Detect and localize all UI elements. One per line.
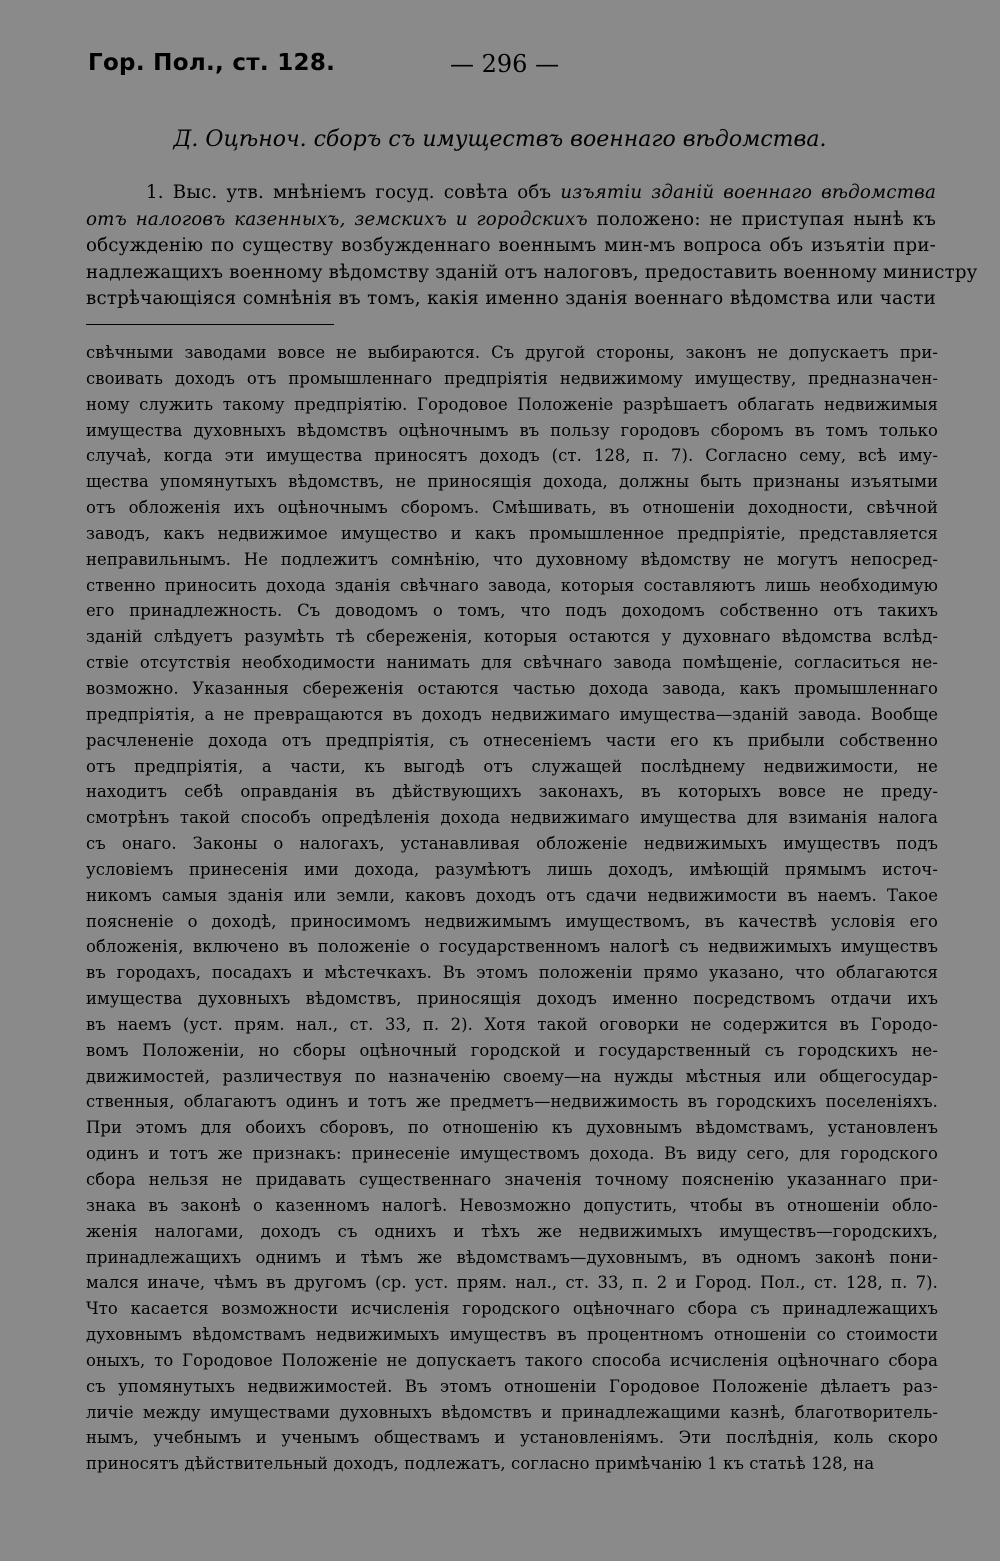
footnote-line: въ наемъ (уст. прям. нал., ст. 33, п. 2). Хотя такой оговорки не содержится въ Городо- — [86, 1014, 938, 1034]
footnote-line: ствіе отсутствія необходимости нанимать для свѣчнаго завода помѣщеніе, согласиться не- — [86, 653, 938, 673]
footnote-line: приносятъ дѣйствительный доходъ, подлежатъ, согласно примѣчанію 1 къ статьѣ 128, на — [86, 1454, 875, 1474]
footnote-line: имущества духовныхъ вѣдомствъ, приносящія доходъ именно посредствомъ отдачи ихъ — [86, 989, 938, 1009]
footnote-line: движимостей, различествуя по назначенію своему—на нужды мѣстныя или общегосудар- — [86, 1066, 938, 1086]
footnote-line: знака въ законѣ о казенномъ налогѣ. Невозможно допустить, чтобы въ отношеніи обло- — [86, 1195, 938, 1215]
footnote-line: вомъ Положеніи, но сборы оцѣночный городской и государственный съ городскихъ не- — [86, 1040, 938, 1060]
paragraph-line — [86, 286, 936, 313]
footnote-line: смотрѣнъ такой способъ опредѣленія дохода недвижимаго имущества для взиманія налога — [86, 808, 938, 828]
paragraph-text: обсужденію по существу возбужденнаго военнымъ мин-мъ вопроса объ изъятіи при- — [86, 235, 936, 256]
page-header — [88, 50, 940, 84]
footnote-line: возможно. Указанныя сбереженія остаются частью дохода завода, какъ промышленнаго — [86, 678, 938, 698]
page-number: — 296 — — [450, 50, 560, 78]
footnote-line: женія налогами, доходъ съ однихъ и тѣхъ же недвижимыхъ имуществъ—городскихъ, — [86, 1221, 938, 1241]
footnote-line: поясненіе о доходѣ, приносимомъ недвижимымъ имуществомъ, въ качествѣ условія его — [86, 911, 938, 931]
section-title: Д. Оцѣноч. сборъ съ имуществъ военнаго вѣдомства. — [173, 127, 827, 152]
footnote-line: отъ обложенія ихъ оцѣночнымъ сборомъ. Смѣшивать, въ отношеніи доходности, свѣчной — [86, 498, 938, 518]
footnote-rule — [86, 324, 334, 325]
footnote-line: оныхъ, то Городовое Положеніе не допускаетъ такого способа исчисленія оцѣночнаго сбора — [86, 1350, 938, 1370]
footnote-line: предпріятія, а не превращаются въ доходъ недвижимаго имущества—зданій завода. Вообще — [86, 704, 938, 724]
footnote-line: ственныя, облагаютъ одинъ и тотъ же предметъ—недвижимость въ городскихъ поселеніяхъ. — [86, 1092, 938, 1112]
running-head: Гор. Пол., ст. 128. — [88, 50, 336, 76]
footnote-line: личіе между имуществами духовныхъ вѣдомствъ и принадлежащими казнѣ, благотворитель- — [86, 1402, 938, 1422]
footnote-line: Что касается возможности исчисленія городского оцѣночнаго сбора съ принадлежащихъ — [86, 1299, 938, 1319]
footnote-line: мался иначе, чѣмъ въ другомъ (ср. уст. прям. нал., ст. 33, п. 2 и Город. Пол., ст. 128, п. 7). — [86, 1273, 938, 1293]
paragraph-text: надлежащихъ военному вѣдомству зданій отъ налоговъ, предоставить военному министру — [86, 261, 978, 283]
footnote-line: щества упомянутыхъ вѣдомствъ, не приносящія дохода, должны быть признаны изъятыми — [86, 472, 938, 492]
paragraph-italic-text: изъятіи зданій военнаго вѣдомства — [560, 182, 936, 203]
paragraph-text: встрѣчающіяся сомнѣнія въ томъ, какія именно зданія военнаго вѣдомства или части — [86, 288, 936, 309]
footnote-line: никомъ самыя зданія или земли, каковъ доходъ отъ сдачи недвижимости въ наемъ. Такое — [86, 885, 938, 905]
paragraph-line — [86, 260, 978, 287]
footnote-line: заводъ, какъ недвижимое имущество и какъ промышленное предпріятіе, представляется — [86, 523, 938, 543]
footnote-line: въ городахъ, посадахъ и мѣстечкахъ. Въ этомъ положеніи прямо указано, что облагаются — [86, 963, 938, 983]
footnote-line: условіемъ принесенія ими дохода, разумѣютъ лишь доходъ, имѣющій прямымъ источ- — [86, 859, 938, 879]
footnote — [86, 340, 938, 1477]
paragraph-line — [86, 233, 936, 260]
footnote-line: зданій слѣдуетъ разумѣть тѣ сбереженія, которыя остаются у духовнаго вѣдомства вслѣд- — [86, 627, 938, 647]
paragraph-text: положено: не приступая нынѣ къ — [587, 208, 936, 230]
footnote-line: съ упомянутыхъ недвижимостей. Въ этомъ отношеніи Городовое Положеніе дѣлаетъ раз- — [86, 1376, 938, 1396]
footnote-line: своивать доходъ отъ промышленнаго предпріятія недвижимому имуществу, предназначен- — [86, 368, 938, 388]
footnote-line: неправильнымъ. Не подлежитъ сомнѣнію, что духовному вѣдомству не могутъ непосред- — [86, 549, 938, 569]
footnote-line: находитъ себѣ оправданія въ дѣйствующихъ законахъ, въ которыхъ вовсе не преду- — [86, 782, 938, 802]
footnote-line: съ онаго. Законы о налогахъ, устанавливая обложеніе недвижимыхъ имуществъ подъ — [86, 834, 938, 854]
paragraph-line — [86, 207, 936, 234]
paragraph-text: 1. Выс. утв. мнѣніемъ госуд. совѣта объ — [146, 182, 561, 203]
footnote-line: расчлененіе дохода отъ предпріятія, съ отнесеніемъ части его къ прибыли собственно — [86, 730, 938, 750]
footnote-line: обложенія, включено въ положеніе о государственномъ налогѣ съ недвижимыхъ имуществъ — [86, 937, 938, 957]
footnote-line: одинъ и тотъ же признакъ: принесеніе имуществомъ дохода. Въ виду сего, для городского — [86, 1144, 938, 1164]
footnote-line: принадлежащихъ однимъ и тѣмъ же вѣдомствамъ—духовнымъ, въ одномъ законѣ пони- — [86, 1247, 938, 1267]
footnote-line: ственно приносить дохода зданія свѣчнаго завода, которыя составляютъ лишь необходимую — [86, 575, 938, 595]
footnote-line: случаѣ, когда эти имущества приносятъ доходъ (ст. 128, п. 7). Согласно сему, всѣ иму- — [86, 446, 938, 466]
footnote-line: сбора нельзя не придавать существеннаго значенія точному поясненію указаннаго при- — [86, 1170, 938, 1189]
footnote-line: При этомъ для обоихъ сборовъ, по отношенію къ духовнымъ вѣдомствамъ, установленъ — [86, 1118, 938, 1138]
footnote-line: его принадлежность. Съ доводомъ о томъ, что подъ доходомъ собственно отъ такихъ — [86, 601, 938, 621]
footnote-line: свѣчными заводами вовсе не выбираются. Съ другой стороны, законъ не допускаетъ при- — [86, 343, 938, 362]
paragraph-italic-text: отъ налоговъ казенныхъ, земскихъ и городскихъ — [86, 208, 588, 230]
footnote-line: ному служить такому предпріятію. Городовое Положеніе разрѣшаетъ облагать недвижимыя — [86, 394, 938, 414]
footnote-line: отъ предпріятія, а части, къ выгодѣ отъ служащей послѣднему недвижимости, не — [86, 756, 938, 776]
main-paragraph — [86, 180, 978, 313]
paragraph-line — [86, 180, 936, 207]
footnote-line: духовнымъ вѣдомствамъ недвижимыхъ имуществъ въ процентномъ отношеніи со стоимости — [86, 1325, 938, 1345]
footnote-line: нымъ, учебнымъ и ученымъ обществамъ и установленіямъ. Эти послѣднія, коль скоро — [86, 1428, 938, 1448]
footnote-line: имущества духовныхъ вѣдомствъ оцѣночнымъ въ пользу городовъ сборомъ въ томъ только — [86, 420, 938, 440]
